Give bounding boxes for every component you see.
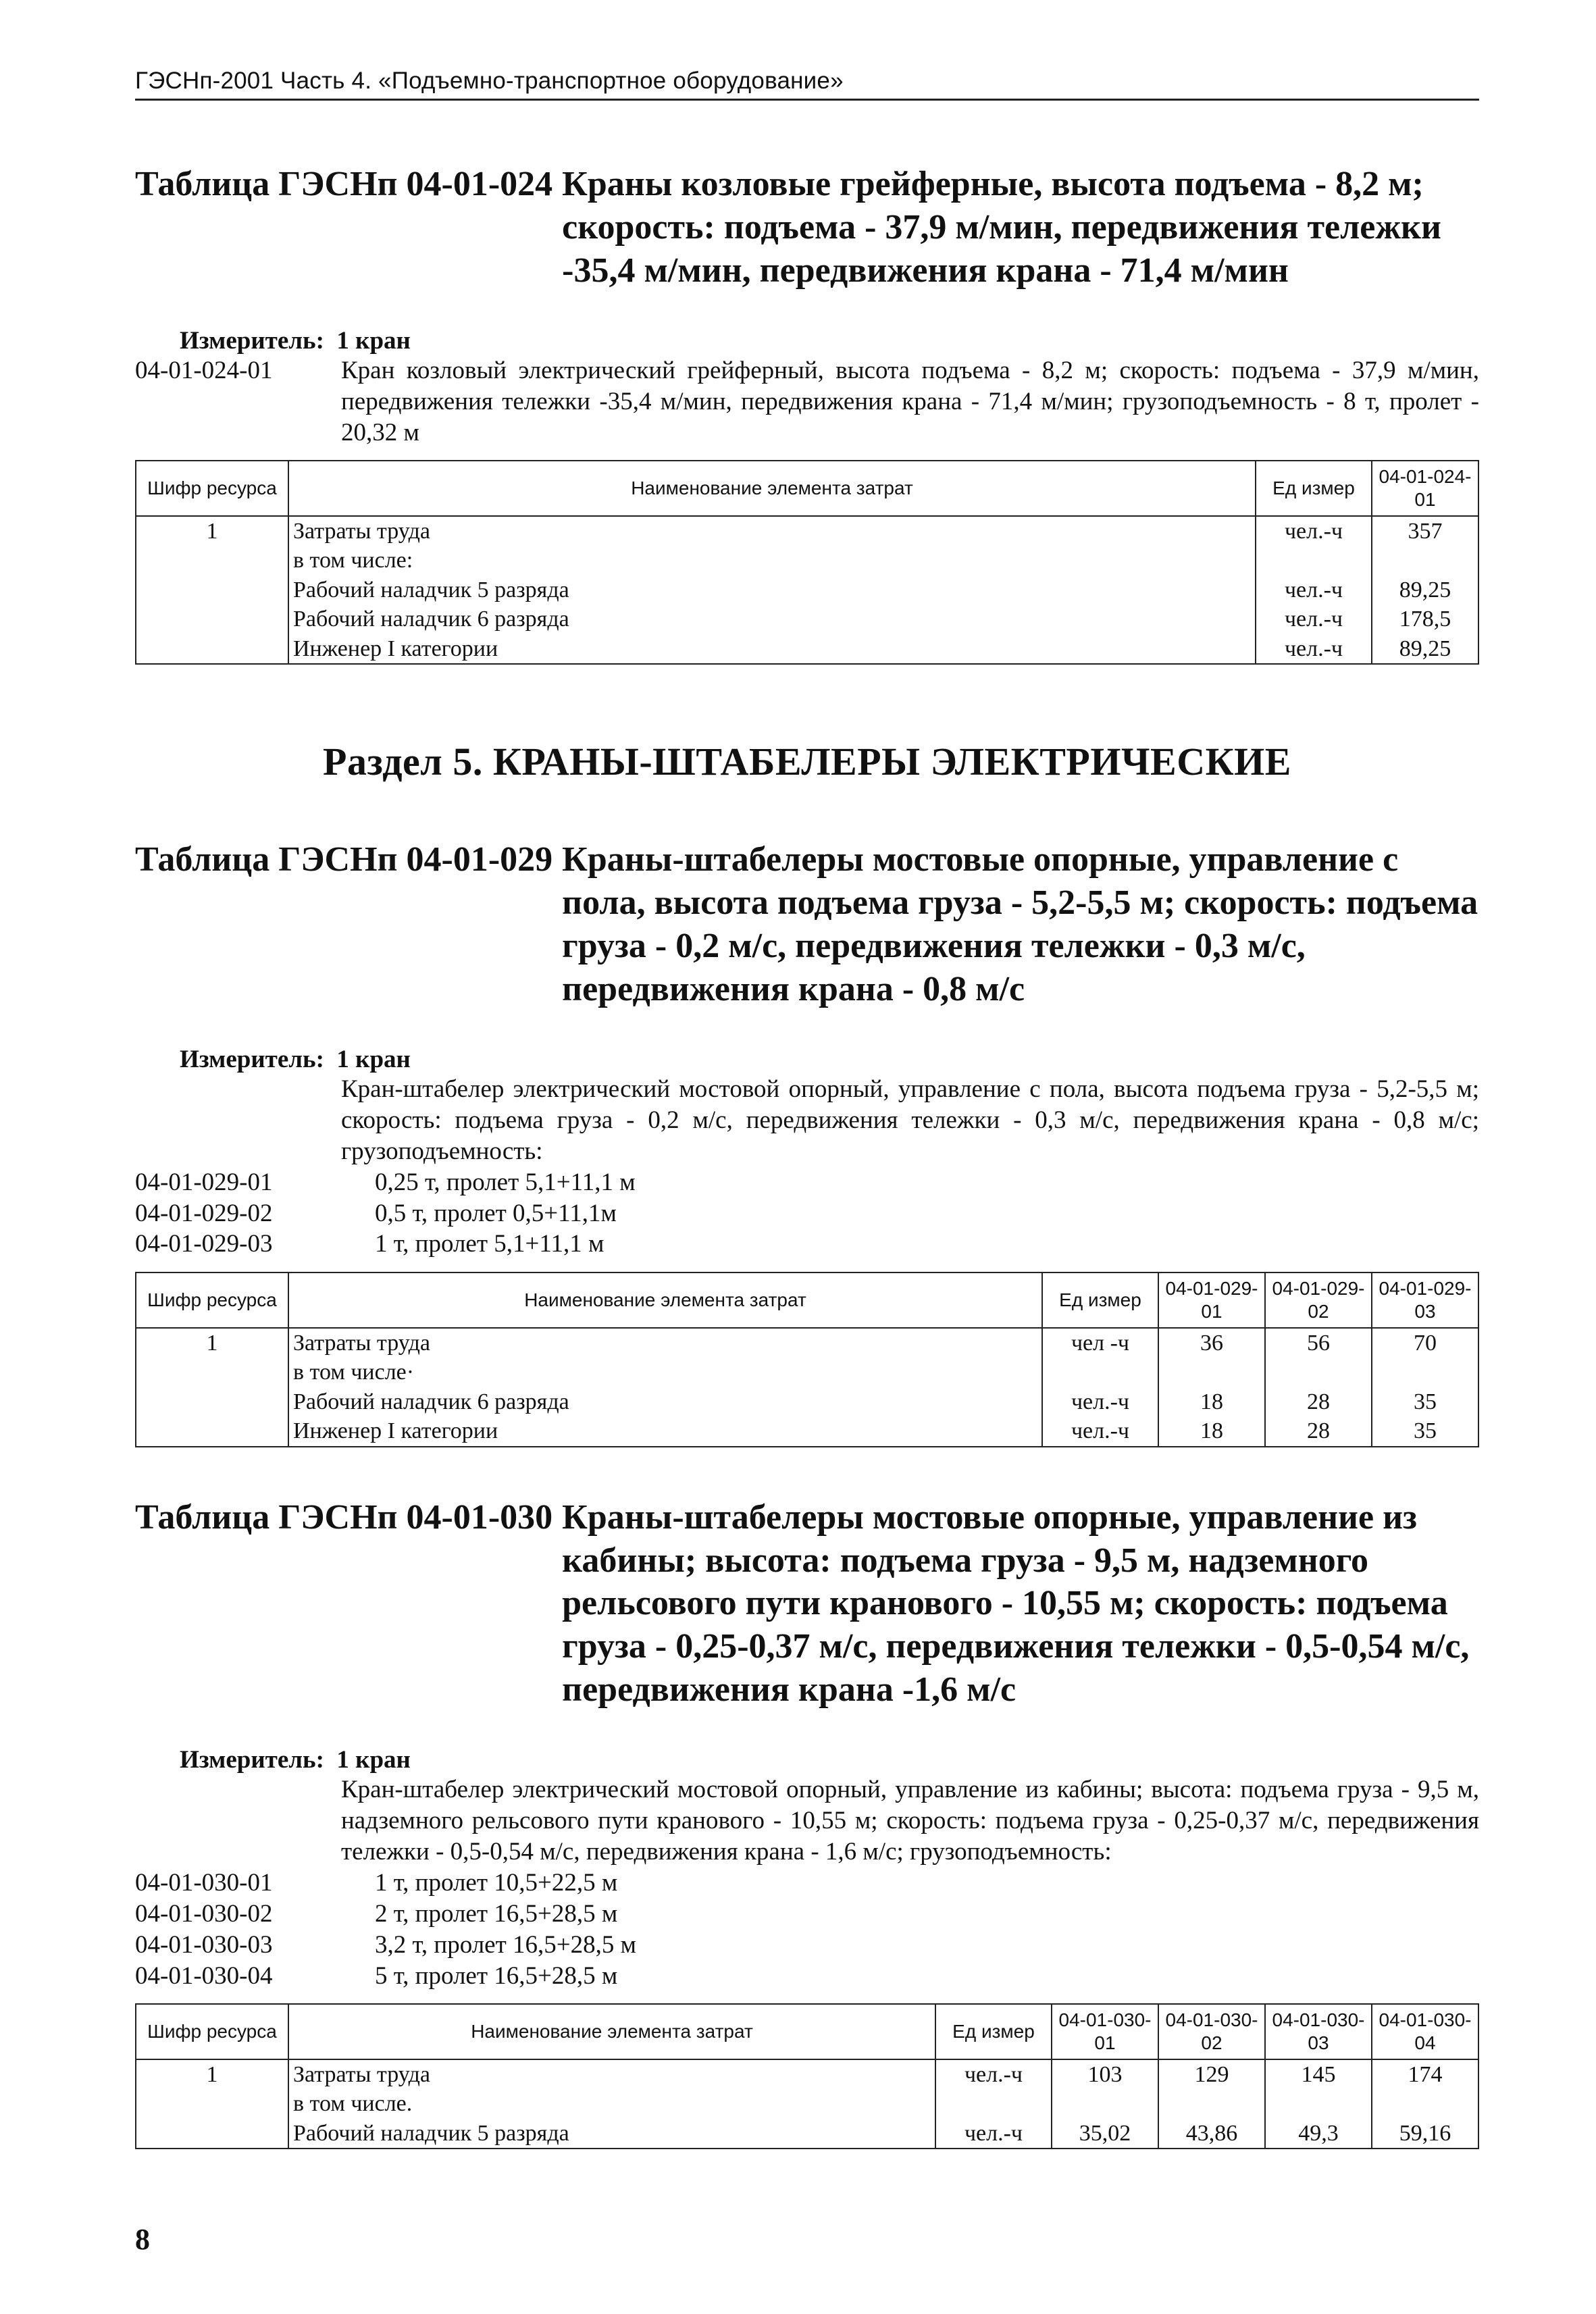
meter-value: 1 кран (336, 1746, 411, 1774)
col-name-header: Наименование элемента затрат (288, 461, 1256, 515)
col-unit-header: Ед измер (1042, 1272, 1158, 1327)
cell-unit: чел.-ч (1256, 575, 1372, 605)
cell-value (1372, 546, 1478, 575)
table-row (136, 2059, 1478, 2090)
variant-text: 1 т, пролет 5,1+11,1 м (375, 1230, 604, 1258)
table-029-description (135, 1074, 1479, 1167)
cell-unit: чел.-ч (1256, 634, 1372, 665)
table-024-item (135, 355, 1479, 448)
table-030-meter (135, 1745, 1479, 1774)
variant-text: 3,2 т, пролет 16,5+28,5 м (375, 1930, 637, 1959)
cell-value: 145 (1265, 2059, 1372, 2090)
variant-code: 04-01-030-02 (135, 1899, 273, 1928)
cell-unit (1256, 546, 1372, 575)
table-row (136, 1328, 1478, 1358)
meter-label: Измеритель: (180, 1046, 324, 1074)
cell-code (136, 634, 288, 665)
variant-text: 0,5 т, пролет 0,5+11,1м (375, 1199, 617, 1227)
cell-unit: чел.-ч (935, 2059, 1052, 2090)
cell-code (136, 2089, 288, 2119)
cell-code (136, 1416, 288, 1447)
cell-value (1158, 1358, 1265, 1387)
variant-text: 1 т, пролет 10,5+22,5 м (375, 1868, 618, 1897)
table-030-heading (135, 1496, 1479, 1712)
col-value-header: 04-01-029-02 (1265, 1272, 1372, 1327)
cell-code (136, 1387, 288, 1417)
table-029-resources (135, 1272, 1479, 1447)
cell-name: Рабочий наладчик 5 разряда (288, 575, 1256, 605)
meter-value: 1 кран (336, 326, 411, 355)
cell-value: 56 (1265, 1328, 1372, 1358)
cell-name: Инженер I категории (288, 1416, 1042, 1447)
table-row (136, 1358, 1478, 1387)
cell-value: 174 (1372, 2059, 1478, 2090)
running-header: ГЭСНп-2001 Часть 4. «Подъемно-транспортное оборудование» (135, 68, 1479, 101)
cell-name: в том числе. (288, 2089, 935, 2119)
table-029-title: Краны-штабелеры мостовые опорные, управление с пола, высота подъема груза - 5,2-5,5 м; скорость: подъема груза - 0,2 м/с, передвижения тележки - 0,3 м/с, передвижения крана - 0,8 м/с (562, 840, 1478, 1009)
variant-code: 04-01-029-02 (135, 1199, 273, 1227)
cell-value: 43,86 (1158, 2119, 1265, 2149)
variant-row (135, 1868, 1479, 1899)
variant-row (135, 1167, 1479, 1198)
meter-label: Измеритель: (180, 1746, 324, 1774)
cell-code: 1 (136, 2059, 288, 2090)
cell-code: 1 (136, 516, 288, 546)
cell-value: 18 (1158, 1416, 1265, 1447)
table-029-heading (135, 838, 1479, 1011)
cell-unit: чел.-ч (1256, 605, 1372, 634)
table-row (136, 2089, 1478, 2119)
variant-code: 04-01-030-04 (135, 1961, 273, 1990)
cell-name: Затраты труда (288, 516, 1256, 546)
cell-unit (1042, 1358, 1158, 1387)
cell-name: Рабочий наладчик 5 разряда (288, 2119, 935, 2149)
cell-code (136, 575, 288, 605)
table-024-meter (135, 326, 1479, 355)
variant-row (135, 1198, 1479, 1229)
cell-code (136, 1358, 288, 1387)
col-unit-header: Ед измер (1256, 461, 1372, 515)
cell-value: 18 (1158, 1387, 1265, 1417)
variant-code: 04-01-030-01 (135, 1868, 273, 1897)
table-row (136, 1416, 1478, 1447)
cell-name: в том числе· (288, 1358, 1042, 1387)
table-row (136, 546, 1478, 575)
col-code-header: Шифр ресурса (136, 2004, 288, 2059)
col-code-header: Шифр ресурса (136, 461, 288, 515)
cell-value (1265, 1358, 1372, 1387)
item-code: 04-01-024-01 (135, 356, 273, 384)
cell-unit: чел.-ч (1256, 516, 1372, 546)
col-name-header: Наименование элемента затрат (288, 2004, 935, 2059)
table-row (136, 634, 1478, 665)
cell-value: 129 (1158, 2059, 1265, 2090)
col-value-header: 04-01-030-03 (1265, 2004, 1372, 2059)
cell-value: 49,3 (1265, 2119, 1372, 2149)
table-030-title: Краны-штабелеры мостовые опорные, управление из кабины; высота: подъема груза - 9,5 м, надземного рельсового пути кранового - 10,55 м; скорость: подъема груза - 0,25-0,37 м/с, передвижения тележки - 0,5-0,54 м/с, передвижения крана -1,6 м/с (562, 1497, 1470, 1709)
cell-value: 28 (1265, 1416, 1372, 1447)
cell-value: 28 (1265, 1387, 1372, 1417)
table-row (136, 605, 1478, 634)
variant-row (135, 1961, 1479, 1992)
variant-row (135, 1229, 1479, 1260)
cell-value: 357 (1372, 516, 1478, 546)
cell-value: 103 (1052, 2059, 1158, 2090)
variant-row (135, 1899, 1479, 1930)
cell-value (1158, 2089, 1265, 2119)
table-030-resources (135, 2003, 1479, 2149)
cell-code (136, 546, 288, 575)
col-code-header: Шифр ресурса (136, 1272, 288, 1327)
variant-text: 2 т, пролет 16,5+28,5 м (375, 1899, 618, 1928)
col-value-header: 04-01-029-01 (1158, 1272, 1265, 1327)
page-number: 8 (135, 2223, 150, 2256)
cell-value: 35 (1372, 1416, 1478, 1447)
table-row (136, 1387, 1478, 1417)
variant-text: 0,25 т, пролет 5,1+11,1 м (375, 1168, 636, 1196)
cell-name: Рабочий наладчик 6 разряда (288, 1387, 1042, 1417)
table-row (136, 575, 1478, 605)
table-024-resources (135, 460, 1479, 665)
col-value-header: 04-01-029-03 (1372, 1272, 1478, 1327)
cell-name: Рабочий наладчик 6 разряда (288, 605, 1256, 634)
cell-value: 59,16 (1372, 2119, 1478, 2149)
variant-code: 04-01-029-03 (135, 1230, 273, 1258)
meter-value: 1 кран (336, 1046, 411, 1074)
section-title: Раздел 5. КРАНЫ-ШТАБЕЛЕРЫ ЭЛЕКТРИЧЕСКИЕ (323, 740, 1291, 784)
description-text: Кран-штабелер электрический мостовой опорный, управление из кабины; высота: подъема груза - 9,5 м, надземного рельсового пути кранового - 10,55 м; скорость: подъема груза - 0,25-0,37 м/с, передвижения тележки - 0,5-0,54 м/с, передвижения крана - 1,6 м/с; грузоподъемность: (341, 1776, 1479, 1866)
table-030-description (135, 1774, 1479, 1868)
table-029-meter (135, 1045, 1479, 1074)
table-024-heading (135, 163, 1479, 292)
cell-name: Затраты труда (288, 1328, 1042, 1358)
cell-unit: чел.-ч (1042, 1387, 1158, 1417)
variant-row (135, 1930, 1479, 1961)
col-name-header: Наименование элемента затрат (288, 1272, 1042, 1327)
cell-unit: чел.-ч (1042, 1416, 1158, 1447)
col-unit-header: Ед измер (935, 2004, 1052, 2059)
description-text: Кран-штабелер электрический мостовой опорный, управление с пола, высота подъема груза - 5,2-5,5 м; скорость: подъема груза - 0,2 м/с, передвижения тележки - 0,3 м/с, передвижения крана - 0,8 м/с; грузоподъемность: (341, 1075, 1479, 1165)
cell-name: в том числе: (288, 546, 1256, 575)
document-page (135, 68, 1479, 2149)
cell-unit (935, 2089, 1052, 2119)
table-024-title: Краны козловые грейферные, высота подъема - 8,2 м; скорость: подъема - 37,9 м/мин, передвижения тележки -35,4 м/мин, передвижения крана - 71,4 м/мин (562, 165, 1441, 290)
variant-code: 04-01-030-03 (135, 1930, 273, 1959)
cell-code (136, 2119, 288, 2149)
cell-unit: чел -ч (1042, 1328, 1158, 1358)
cell-value: 35 (1372, 1387, 1478, 1417)
col-value-header: 04-01-024-01 (1372, 461, 1478, 515)
cell-value: 89,25 (1372, 634, 1478, 665)
meter-label: Измеритель: (180, 326, 324, 355)
table-030-code: Таблица ГЭСНп 04-01-030 (135, 1497, 553, 1537)
cell-name: Затраты труда (288, 2059, 935, 2090)
table-024-code: Таблица ГЭСНп 04-01-024 (135, 165, 553, 203)
col-value-header: 04-01-030-02 (1158, 2004, 1265, 2059)
cell-value (1372, 1358, 1478, 1387)
cell-value (1052, 2089, 1158, 2119)
cell-value (1265, 2089, 1372, 2119)
cell-value: 35,02 (1052, 2119, 1158, 2149)
table-row (136, 516, 1478, 546)
table-029-code: Таблица ГЭСНп 04-01-029 (135, 840, 553, 879)
cell-code (136, 605, 288, 634)
variant-text: 5 т, пролет 16,5+28,5 м (375, 1961, 618, 1990)
cell-name: Инженер I категории (288, 634, 1256, 665)
table-row (136, 2119, 1478, 2149)
cell-value (1372, 2089, 1478, 2119)
cell-unit: чел.-ч (935, 2119, 1052, 2149)
cell-value: 178,5 (1372, 605, 1478, 634)
variant-code: 04-01-029-01 (135, 1168, 273, 1196)
cell-value: 36 (1158, 1328, 1265, 1358)
col-value-header: 04-01-030-01 (1052, 2004, 1158, 2059)
cell-value: 89,25 (1372, 575, 1478, 605)
cell-value: 70 (1372, 1328, 1478, 1358)
col-value-header: 04-01-030-04 (1372, 2004, 1478, 2059)
cell-code: 1 (136, 1328, 288, 1358)
item-description: Кран козловый электрический грейферный, высота подъема - 8,2 м; скорость: подъема - 37,9 м/мин, передвижения тележки -35,4 м/мин, передвижения крана - 71,4 м/мин; грузоподъемность - 8 т, пролет - 20,32 м (341, 356, 1479, 446)
